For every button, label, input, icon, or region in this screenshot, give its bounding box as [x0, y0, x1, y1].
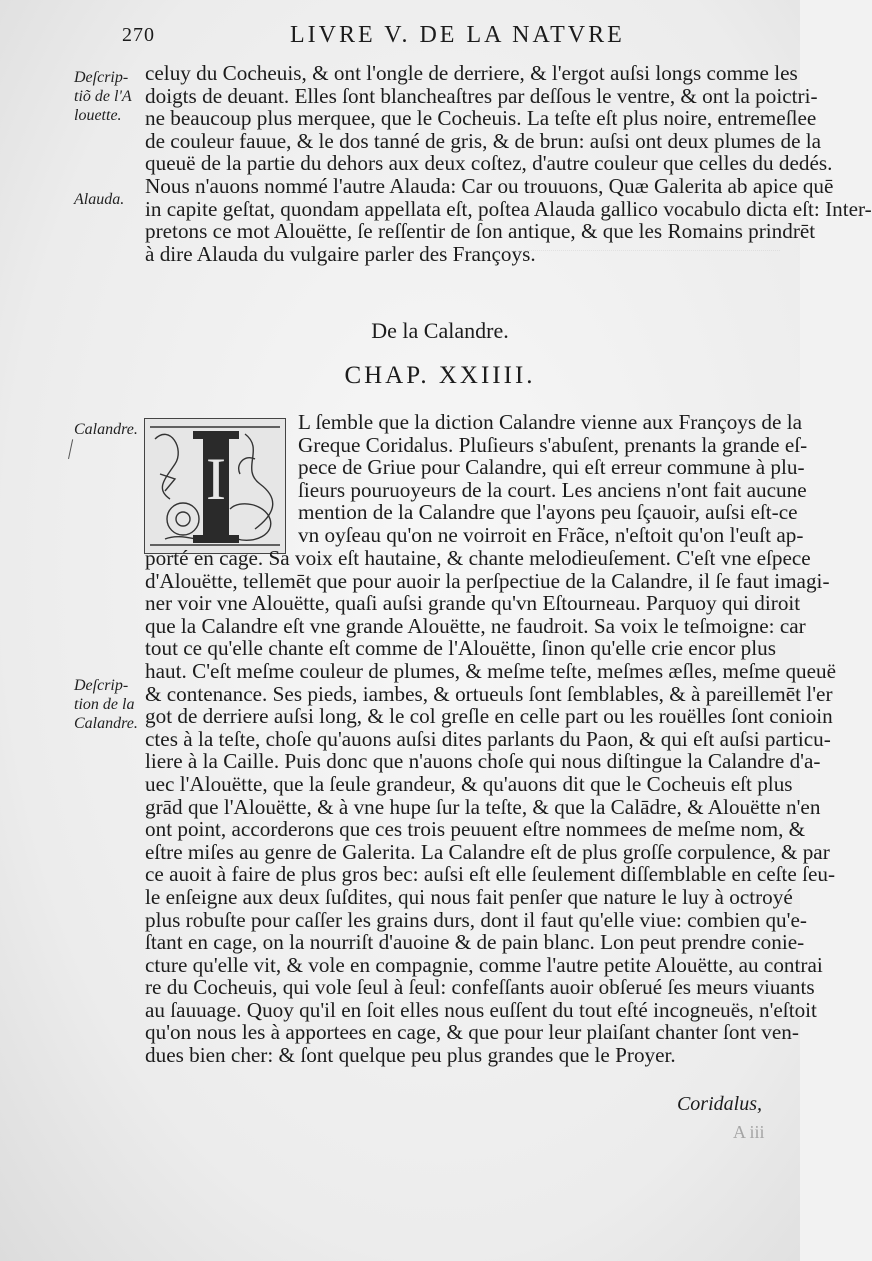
- chapter-title: CHAP. XXIIII.: [344, 362, 536, 389]
- decorated-initial: [144, 418, 286, 554]
- text-line: queuë de la partie du dehors aux deux coſtez, d'autre couleur que celles du dedés.: [145, 151, 833, 176]
- text-line: à dire Alauda du vulgaire parler des Françoys.: [145, 241, 536, 266]
- text-line: ctes à la teſte, choſe qu'auons auſsi dites parlants du Paon, & qui eſt auſsi particu-: [145, 726, 831, 751]
- catchword: Coridalus,: [676, 1093, 762, 1115]
- text-line: Nous n'auons nommé l'autre Alauda: Car ou trouuons, Quæ Galerita ab apice quē: [145, 173, 834, 198]
- text-line: uec l'Alouëtte, que la ſeule grandeur, & qu'auons dit que le Cocheuis eſt plus: [145, 771, 793, 796]
- main-paragraph: [145, 546, 837, 1068]
- margin-note-alauda: Alauda.: [74, 191, 125, 208]
- initial-letter: I: [206, 446, 226, 512]
- margin-note-description-alouette: [74, 68, 146, 125]
- text-line: mention de la Calandre que l'ayons peu ſçauoir, auſsi eſt-ce: [298, 500, 798, 525]
- text-line: le enſeigne aux deux ſuſdites, qui nous fait penſer que nature le luy à octroyé: [145, 884, 793, 909]
- margin-note-calandre: Calandre.: [74, 421, 138, 438]
- text-line: plus robuſte pour caſſer les grains durs, dont il faut qu'elle viue: combien qu'e-: [145, 907, 807, 932]
- text-line: celuy du Cocheuis, & ont l'ongle de derriere, & l'ergot auſsi longs comme les: [145, 61, 798, 85]
- text-line: L ſemble que la diction Calandre vienne aux Françoys de la: [298, 410, 803, 434]
- text-line: vn oyſeau qu'on ne voirroit en Frãce, n'eſtoit qu'on l'euſt ap-: [298, 522, 804, 547]
- text-line: au ſauuage. Quoy qu'il en ſoit elles nous euſſent du tout eſté incogneuës, n'eſtoit: [145, 997, 817, 1022]
- indented-paragraph: [298, 410, 808, 547]
- signature-mark: A iii: [733, 1122, 765, 1142]
- text-line: porté en cage. Sa voix eſt hautaine, & chante melodieuſement. C'eſt vne eſpece: [145, 546, 811, 570]
- margin-note-line: louette.: [74, 107, 122, 124]
- text-line: ſtant en cage, on la nourriſt d'auoine & de pain blanc. Lon peut prendre conie-: [145, 930, 805, 955]
- text-line: ſieurs pouruoyeurs de la court. Les anciens n'ont fait aucune: [298, 477, 807, 502]
- text-line: d'Alouëtte, tellemēt que pour auoir la perſpectiue de la Calandre, il ſe faut imagi-: [145, 568, 830, 593]
- text-line: cture qu'elle vit, & vole en compagnie, comme l'autre petite Alouëtte, au contrai: [145, 952, 823, 977]
- text-line: grād que l'Alouëtte, & à vne hupe ſur la teſte, & que la Calādre, & Alouëtte n'en: [145, 794, 821, 819]
- running-head: LIVRE V. DE LA NATVRE: [290, 22, 625, 48]
- text-line: ont point, accorderons que ces trois peuuent eſtre nommees de meſme nom, &: [145, 817, 806, 842]
- page-header: [0, 24, 800, 50]
- section-title: De la Calandre.: [371, 318, 509, 343]
- woodcut-ornament: [145, 419, 285, 553]
- text-line: haut. C'eſt meſme couleur de plumes, & meſme teſte, meſmes æſles, meſme queuë: [145, 658, 837, 683]
- margin-note-line: Deſcrip-: [74, 69, 129, 86]
- text-line: qu'on nous les à apportees en cage, & que pour leur plaiſant chanter ſont ven-: [145, 1020, 799, 1045]
- margin-note-line: Deſcrip-: [74, 677, 129, 694]
- text-line: ner voir vne Alouëtte, quaſi auſsi grande qu'vn Eſtourneau. Parquoy qui diroit: [145, 591, 801, 616]
- text-line: dues bien cher: & ſont quelque peu plus grandes que le Proyer.: [145, 1043, 676, 1068]
- text-line: ce auoit à faire de plus gros bec: auſsi eſt elle ſeulement diſſemblable en ceſte ſeu-: [145, 862, 836, 887]
- margin-note-line: Calandre.: [74, 715, 138, 732]
- text-line: in capite geſtat, quondam appellata eſt, poſtea Alauda gallico vocabulo dicta eſt: Inter-: [145, 196, 872, 221]
- margin-note-description-calandre: [74, 676, 146, 733]
- top-paragraph: [145, 61, 872, 266]
- margin-note-line: tion de la: [74, 696, 135, 713]
- text-line: Greque Coridalus. Pluſieurs s'abuſent, prenants la grande eſ-: [298, 432, 808, 457]
- text-line: ne beaucoup plus merquee, que le Cocheuis. La teſte eſt plus noire, entremeſlee: [145, 106, 817, 131]
- show-through-bleed: [360, 250, 780, 371]
- margin-pen-mark: [68, 439, 81, 460]
- text-line: pece de Griue pour Calandre, qui eſt erreur commune à plu-: [298, 455, 805, 480]
- margin-note-line: tiõ de l'A: [74, 88, 132, 105]
- text-line: que la Calandre eſt vne grande Alouëtte, ne faudroit. Sa voix le teſmoigne: car: [145, 613, 806, 638]
- text-line: re du Cocheuis, qui vole ſeul à ſeul: confeſſants auoir obſerué ſes meurs viuants: [145, 975, 815, 1000]
- text-line: liere à la Caille. Puis donc que n'auons choſe qui nous diſtingue la Calandre d'a-: [145, 749, 821, 774]
- text-line: eſtre miſes au genre de Galerita. La Calandre eſt de plus groſſe corpulence, & par: [145, 839, 830, 864]
- text-line: tout ce qu'elle chante eſt comme de l'Alouëtte, ſinon qu'elle crie encor plus: [145, 636, 776, 661]
- text-line: & contenance. Ses pieds, iambes, & ortueuls ſont ſemblables, & à pareillemēt l'er: [145, 681, 833, 706]
- text-line: de couleur fauue, & le dos tanné de gris, & de brun: auſsi ont deux plumes de la: [145, 128, 822, 153]
- text-line: got de derriere auſsi long, & le col greſle en celle part ou les rouëlles ſont conioin: [145, 704, 833, 729]
- text-line: doigts de deuant. Elles ſont blancheaſtres par deſſous le ventre, & ont la poictri-: [145, 83, 818, 108]
- text-line: pretons ce mot Alouëtte, ſe reſſentir de ſon antique, & que les Romains prindrēt: [145, 219, 816, 244]
- page-number: 270: [122, 24, 155, 46]
